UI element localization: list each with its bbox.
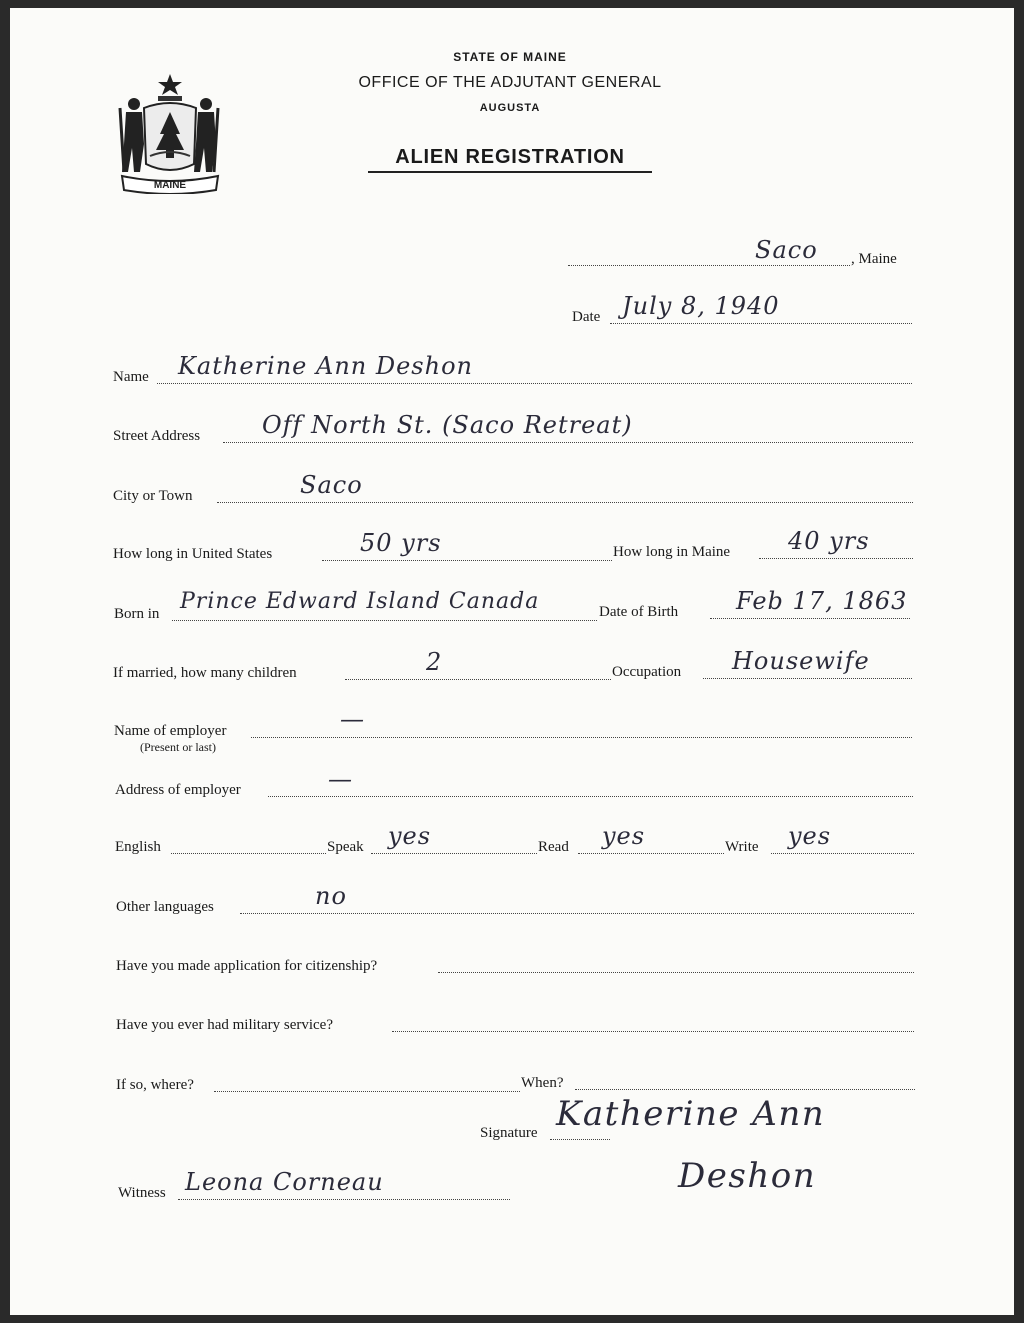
place-suffix: , Maine xyxy=(851,251,897,267)
where-line xyxy=(214,1091,520,1092)
other-languages-line xyxy=(240,913,914,914)
military-label: Have you ever had military service? xyxy=(116,1017,333,1033)
form-title: ALIEN REGISTRATION xyxy=(368,146,652,173)
born-in-value: Prince Edward Island Canada xyxy=(180,589,540,614)
signature-line xyxy=(550,1139,610,1140)
street-address-line xyxy=(223,442,913,443)
citizenship-label: Have you made application for citizenship? xyxy=(116,958,378,974)
born-in-line xyxy=(172,620,597,621)
how-long-us-label: How long in United States xyxy=(113,546,273,562)
city-value: Saco xyxy=(300,471,363,499)
header-city: AUGUSTA xyxy=(479,102,541,114)
employer-name-sublabel: (Present or last) xyxy=(140,740,216,754)
read-line xyxy=(578,853,724,854)
speak-line xyxy=(371,853,537,854)
occupation-line xyxy=(703,678,912,679)
employer-name-value: — xyxy=(340,705,365,733)
witness-value: Leona Corneau xyxy=(185,1168,384,1196)
place-value: Saco xyxy=(755,236,818,264)
citizenship-line xyxy=(438,972,914,973)
children-value: 2 xyxy=(426,648,443,676)
where-label: If so, where? xyxy=(116,1077,194,1093)
speak-label: Speak xyxy=(327,839,364,855)
date-of-birth-line xyxy=(710,618,910,619)
name-line xyxy=(157,383,912,384)
seal-banner-text: MAINE xyxy=(153,180,187,191)
signature-label: Signature xyxy=(480,1125,538,1141)
state-seal-icon xyxy=(114,68,226,194)
date-line xyxy=(610,323,912,324)
how-long-maine-line xyxy=(759,558,913,559)
date-of-birth-label: Date of Birth xyxy=(599,604,679,620)
witness-line xyxy=(178,1199,510,1200)
employer-name-label: Name of employer xyxy=(114,723,227,739)
city-line xyxy=(217,502,913,503)
read-value: yes xyxy=(602,822,646,850)
employer-address-label: Address of employer xyxy=(115,782,241,798)
header-office: OFFICE OF THE ADJUTANT GENERAL xyxy=(358,74,662,91)
how-long-maine-label: How long in Maine xyxy=(613,544,731,560)
name-label: Name xyxy=(113,369,149,385)
city-label: City or Town xyxy=(113,488,193,504)
occupation-value: Housewife xyxy=(732,647,870,675)
english-label: English xyxy=(115,839,161,855)
english-line xyxy=(171,853,326,854)
other-languages-value: no xyxy=(315,882,347,910)
speak-value: yes xyxy=(388,822,432,850)
header-state: STATE OF MAINE xyxy=(453,50,567,64)
witness-label: Witness xyxy=(118,1185,166,1201)
date-of-birth-value: Feb 17, 1863 xyxy=(736,587,908,615)
how-long-us-line xyxy=(322,560,612,561)
write-line xyxy=(771,853,914,854)
other-languages-label: Other languages xyxy=(116,899,214,915)
signature-line-2: Deshon xyxy=(678,1156,817,1196)
when-line xyxy=(575,1089,915,1090)
employer-name-line xyxy=(251,737,912,738)
signature-line-1: Katherine Ann xyxy=(556,1094,826,1134)
born-in-label: Born in xyxy=(114,606,160,622)
children-line xyxy=(345,679,611,680)
employer-address-value: — xyxy=(328,765,353,793)
how-long-maine-value: 40 yrs xyxy=(788,527,870,555)
name-value: Katherine Ann Deshon xyxy=(178,352,473,380)
place-line xyxy=(568,265,850,266)
date-label: Date xyxy=(572,309,601,325)
street-address-value: Off North St. (Saco Retreat) xyxy=(262,411,633,439)
how-long-us-value: 50 yrs xyxy=(360,529,442,557)
when-label: When? xyxy=(521,1075,564,1091)
registration-form-page xyxy=(10,8,1014,1315)
write-label: Write xyxy=(725,839,759,855)
occupation-label: Occupation xyxy=(612,664,682,680)
date-value: July 8, 1940 xyxy=(622,292,780,320)
write-value: yes xyxy=(788,822,832,850)
read-label: Read xyxy=(538,839,569,855)
employer-address-line xyxy=(268,796,913,797)
children-label: If married, how many children xyxy=(113,665,297,681)
military-line xyxy=(392,1031,914,1032)
street-address-label: Street Address xyxy=(113,428,201,444)
